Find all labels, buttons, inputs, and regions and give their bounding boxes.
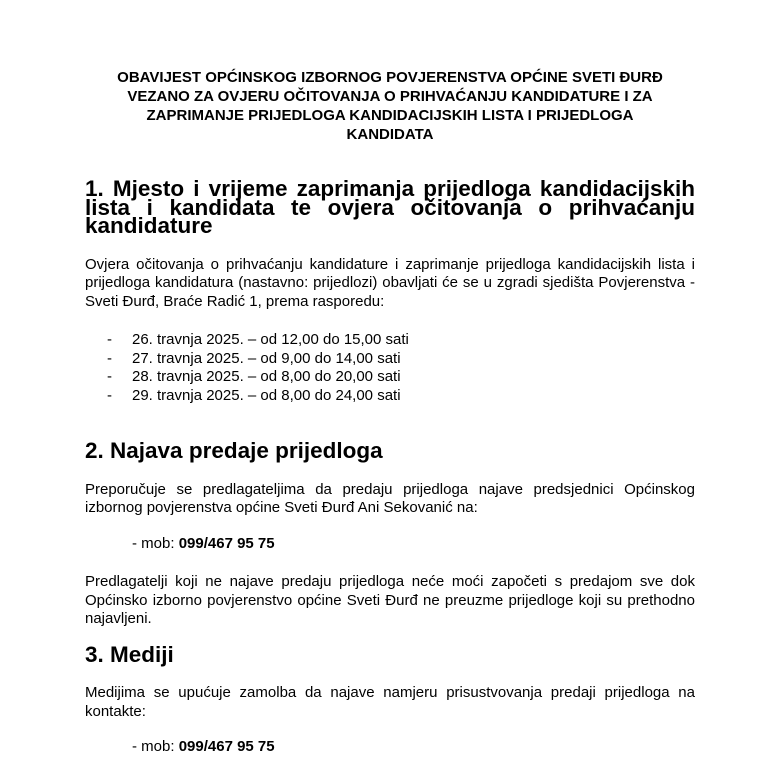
- mobile-label: - mob:: [132, 534, 179, 552]
- section-3-mobile-contact: [85, 738, 695, 757]
- list-dash: -: [107, 386, 112, 404]
- schedule-item: [85, 368, 695, 387]
- schedule-item: [85, 387, 695, 406]
- section-2-paragraph-1: Preporučuje se predlagateljima da predaju prijedloga najave predsjednici Općinskog izbornog povjerenstva općine Sveti Đurđ Ani Sekovanić na:: [85, 480, 695, 516]
- schedule-item-text: 27. travnja 2025. – od 9,00 do 14,00 sati: [132, 349, 401, 367]
- section-2-mobile-contact: [85, 535, 695, 554]
- schedule-item: [85, 331, 695, 350]
- document-title: [85, 68, 695, 144]
- mobile-label: - mob:: [132, 738, 179, 755]
- document: [85, 68, 695, 777]
- section-1-heading: 1. Mjesto i vrijeme zaprimanja prijedloga kandidacijskih lista i kandidata te ovjera očitovanja o prihvaćanju kandidature: [85, 176, 695, 238]
- section-3-paragraph: Medijima se upućuje zamolba da najave namjeru prisustvovanja predaji prijedloga na kontakte:: [85, 684, 695, 720]
- mobile-number: 099/467 95 75: [178, 738, 275, 755]
- schedule-list: [85, 331, 695, 405]
- schedule-item-text: 29. travnja 2025. – od 8,00 do 24,00 sati: [132, 386, 401, 404]
- section-2-paragraph-2: Predlagatelji koji ne najave predaju prijedloga neće moći započeti s predajom sve dok Općinsko izborno povjerenstvo općine Sveti Đurđ ne preuzme prijedloge koji su prethodno najavljeni.: [85, 573, 695, 627]
- list-dash: -: [107, 331, 112, 348]
- schedule-item: [85, 350, 695, 369]
- title-line: KANDIDATA: [346, 126, 434, 143]
- section-3-heading: 3. Mediji: [85, 641, 174, 667]
- title-line: OBAVIJEST OPĆINSKOG IZBORNOG POVJERENSTVA OPĆINE SVETI ĐURĐ: [117, 69, 663, 86]
- schedule-item-text: 26. travnja 2025. – od 12,00 do 15,00 sati: [132, 331, 409, 348]
- list-dash: -: [107, 349, 112, 367]
- list-dash: -: [107, 368, 112, 385]
- section-2-heading: 2. Najava predaje prijedloga: [85, 438, 383, 463]
- title-line: ZAPRIMANJE PRIJEDLOGA KANDIDACIJSKIH LISTA I PRIJEDLOGA: [146, 107, 634, 124]
- mobile-number: 099/467 95 75: [178, 534, 275, 552]
- schedule-item-text: 28. travnja 2025. – od 8,00 do 20,00 sati: [132, 368, 401, 385]
- section-1-paragraph: Ovjera očitovanja o prihvaćanju kandidature i zaprimanje prijedloga kandidacijskih lista i prijedloga kandidatura (nastavno: prijedlozi) obavljati će se u zgradi sjedišta Povjerenstva - Sveti Đurđ, Braće Radić 1, prema rasporedu:: [85, 255, 695, 310]
- title-line: VEZANO ZA OVJERU OČITOVANJA O PRIHVAĆANJU KANDIDATURE I ZA: [127, 88, 653, 105]
